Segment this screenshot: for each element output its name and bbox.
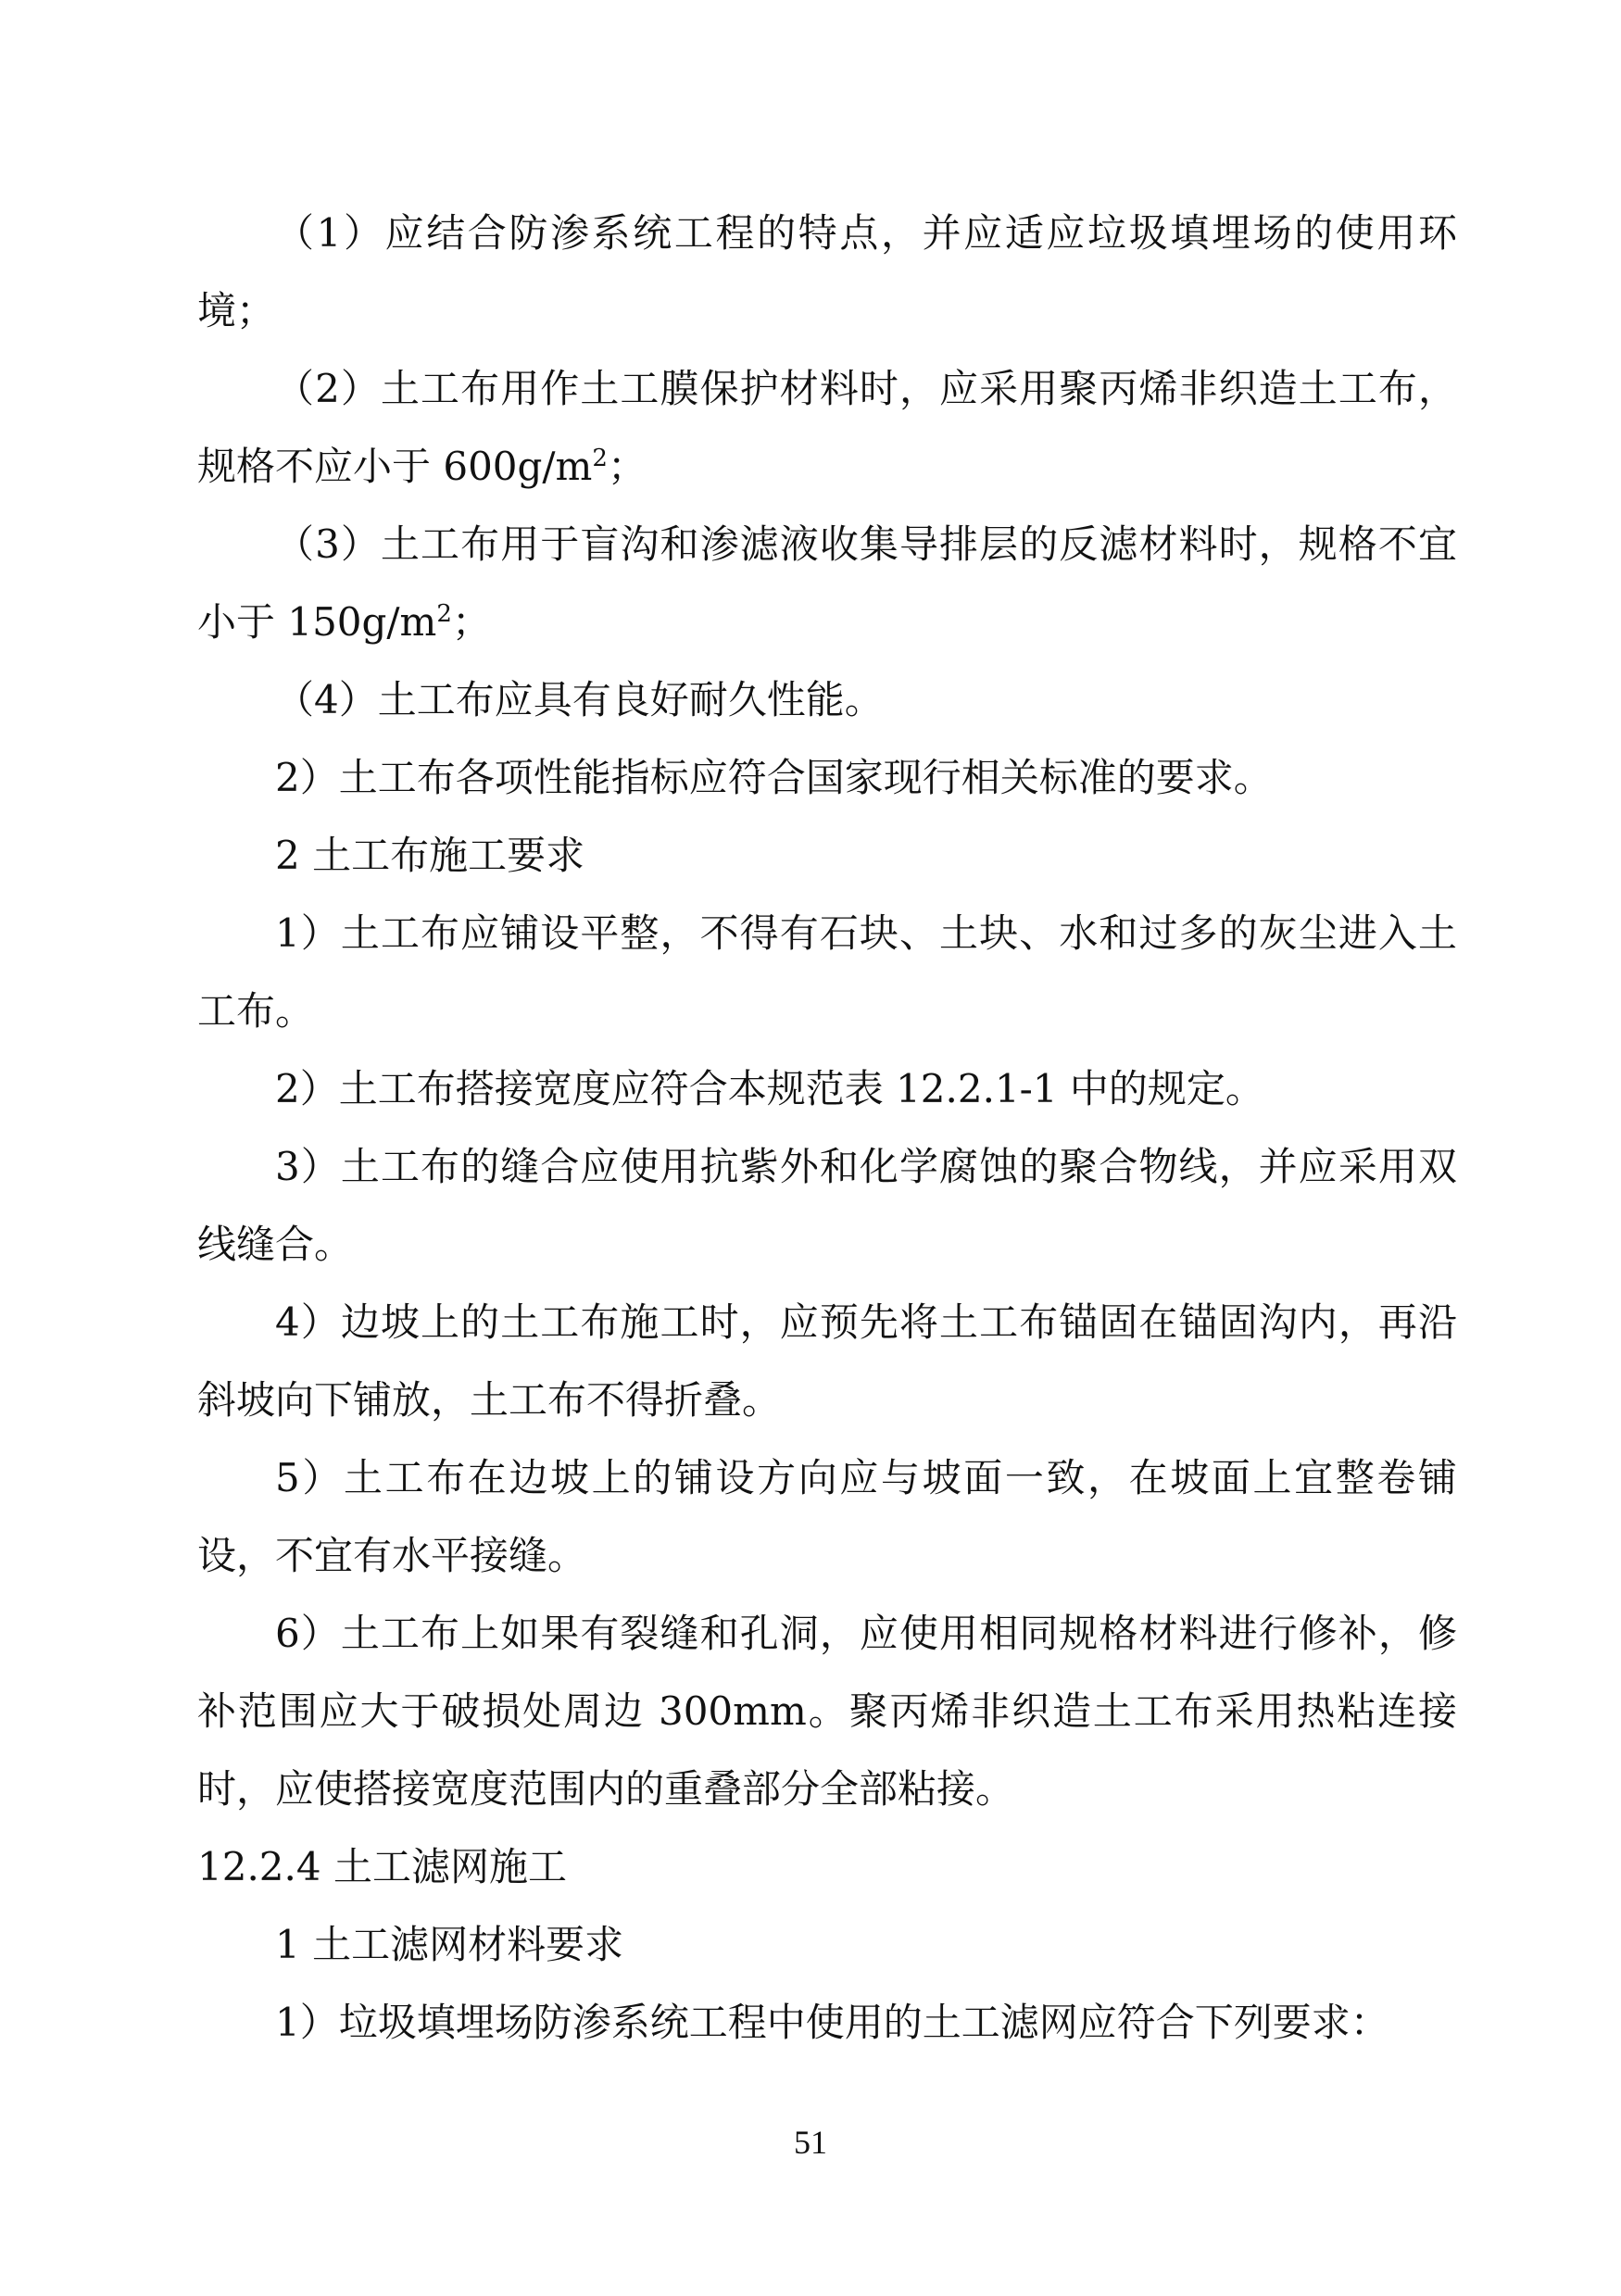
paragraph-4: （4）土工布应具有良好耐久性能。: [275, 677, 884, 722]
paragraph-9: 3）土工布的缝合应使用抗紫外和化学腐蚀的聚合物线，并应采用双线缝合。: [197, 1144, 1457, 1267]
section-heading-12-2-4: 12.2.4 土工滤网施工: [197, 1844, 567, 1889]
paragraph-1: （1）应结合防渗系统工程的特点，并应适应垃圾填埋场的使用环境；: [197, 210, 1457, 333]
paragraph-10: 4）边坡上的土工布施工时，应预先将土工布锚固在锚固沟内，再沿斜坡向下铺放，土工布不得折叠。: [197, 1299, 1457, 1423]
paragraph-15: 1）垃圾填埋场防渗系统工程中使用的土工滤网应符合下列要求：: [275, 2000, 1389, 2045]
subsection-heading-1: 1 土工滤网材料要求: [275, 1922, 624, 1967]
paragraph-8: 2）土工布搭接宽度应符合本规范表 12.2.1-1 中的规定。: [275, 1066, 1264, 1111]
paragraph-7: 1）土工布应铺设平整，不得有石块、土块、水和过多的灰尘进入土工布。: [197, 910, 1457, 1034]
superscript: 2: [436, 600, 452, 628]
document-body: [197, 194, 1457, 2062]
page-number: 51: [794, 2124, 827, 2161]
paragraph-5: 2）土工布各项性能指标应符合国家现行相关标准的要求。: [275, 755, 1273, 800]
paragraph-12: 6）土工布上如果有裂缝和孔洞，应使用相同规格材料进行修补，修补范围应大于破损处周边 300mm。聚丙烯非织造土工布采用热粘连接时，应使搭接宽度范围内的重叠部分全部粘接。: [197, 1611, 1457, 1812]
paragraph-3: （3）土工布用于盲沟和渗滤液收集导排层的反滤材料时，规格不宜小于 $150g/m^2$；: [197, 521, 1457, 645]
paragraph-11: 5）土工布在边坡上的铺设方向应与坡面一致，在坡面上宜整卷铺设，不宜有水平接缝。: [197, 1455, 1457, 1578]
paragraph-2: （2）土工布用作土工膜保护材料时，应采用聚丙烯非织造土工布，规格不应小于 $600g/m^2$；: [197, 366, 1457, 489]
superscript: 2: [592, 445, 608, 472]
section-heading-2: 2 土工布施工要求: [275, 833, 585, 878]
